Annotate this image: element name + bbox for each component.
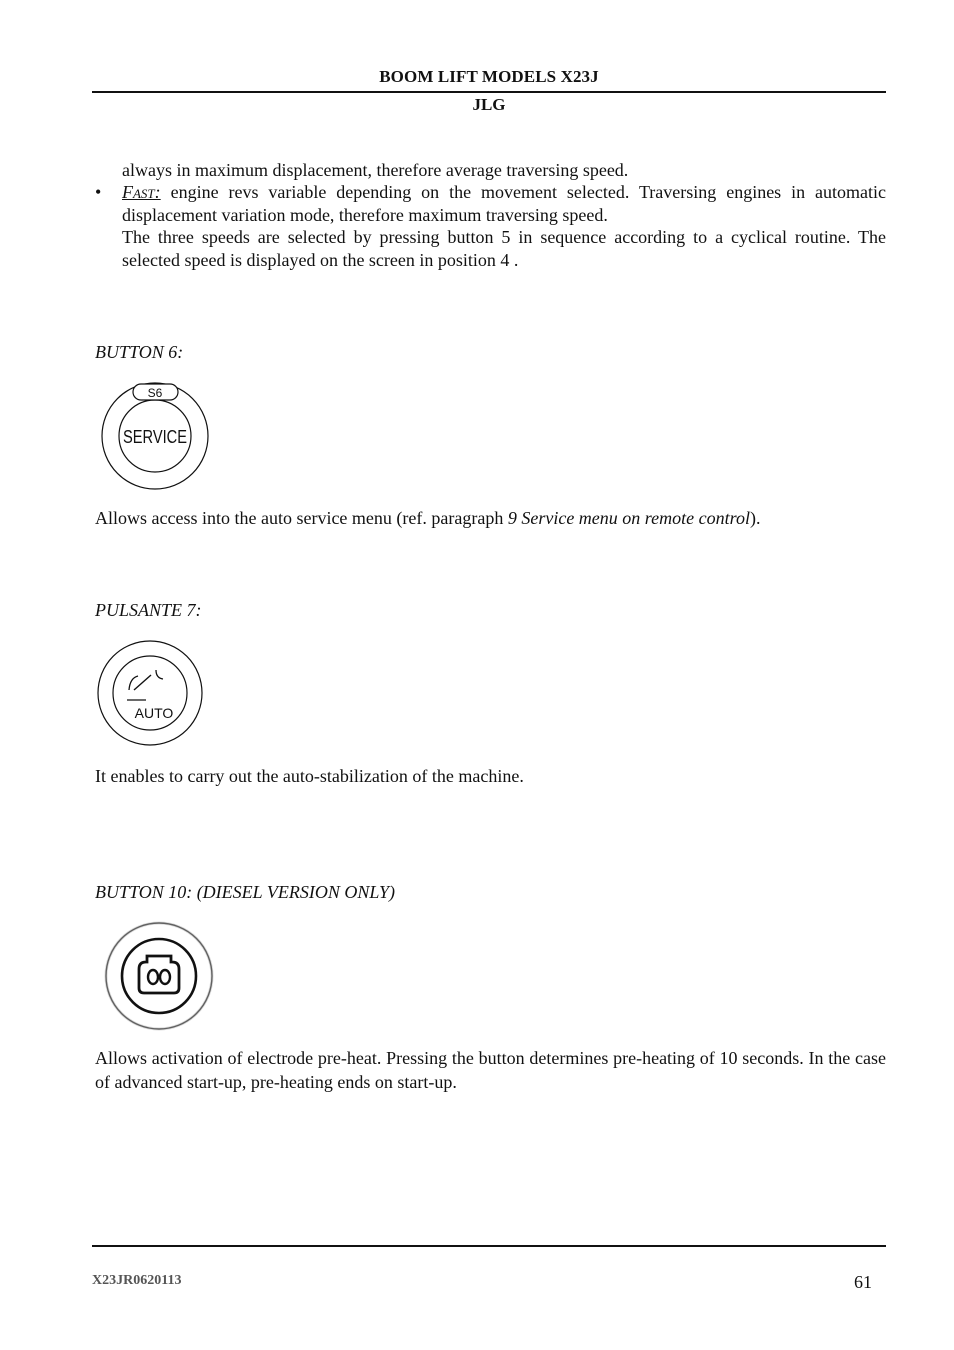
page-number: 61 <box>854 1272 872 1292</box>
button-7-description: It enables to carry out the auto-stabilization of the machine. <box>95 766 524 786</box>
bullet-label: Fast: <box>122 182 161 202</box>
service-icon-top-label: S6 <box>147 386 163 400</box>
service-icon-main-label: SERVICE <box>123 427 187 447</box>
service-menu-reference: 9 Service menu on remote control <box>507 508 750 528</box>
brand-name: JLG <box>472 95 506 114</box>
continuation-paragraph: always in maximum displacement, therefore average traversing speed. <box>122 160 629 180</box>
bullet-icon: • <box>95 182 102 202</box>
section-label-button-7: PULSANTE 7: <box>95 600 202 620</box>
service-button-icon <box>98 381 214 495</box>
auto-icon-label: AUTO <box>134 705 174 721</box>
header-divider <box>92 91 886 93</box>
bullet-followup-text: The three speeds are selected by pressing button 5 in sequence according to a cyclical routine. The selected speed is displayed on the screen in position 4 . <box>122 227 886 270</box>
section-label-button-10: BUTTON 10: (DIESEL VERSION ONLY) <box>95 882 395 902</box>
document-code: X23JR0620113 <box>92 1273 182 1288</box>
auto-stabilization-icon <box>96 640 206 748</box>
footer-divider <box>92 1245 886 1247</box>
glow-plug-preheat-icon <box>103 921 215 1033</box>
bullet-item-fast <box>95 181 886 271</box>
section-label-button-6: BUTTON 6: <box>95 342 184 362</box>
button-6-description <box>95 507 886 530</box>
button-6-description-end: ). <box>749 508 761 528</box>
bullet-text: engine revs variable depending on the movement selected. Traversing engines in automatic displacement variation mode, therefore maximum traversing speed. <box>122 182 886 225</box>
button-10-description: Allows activation of electrode pre-heat. Pressing the button determines pre-heating of 10 seconds. In the case of advanced start-up, pre-heating ends on start-up. <box>95 1048 886 1092</box>
button-6-description-text: Allows access into the auto service menu (ref. paragraph <box>95 508 508 528</box>
document-title: BOOM LIFT MODELS X23J <box>379 67 599 86</box>
